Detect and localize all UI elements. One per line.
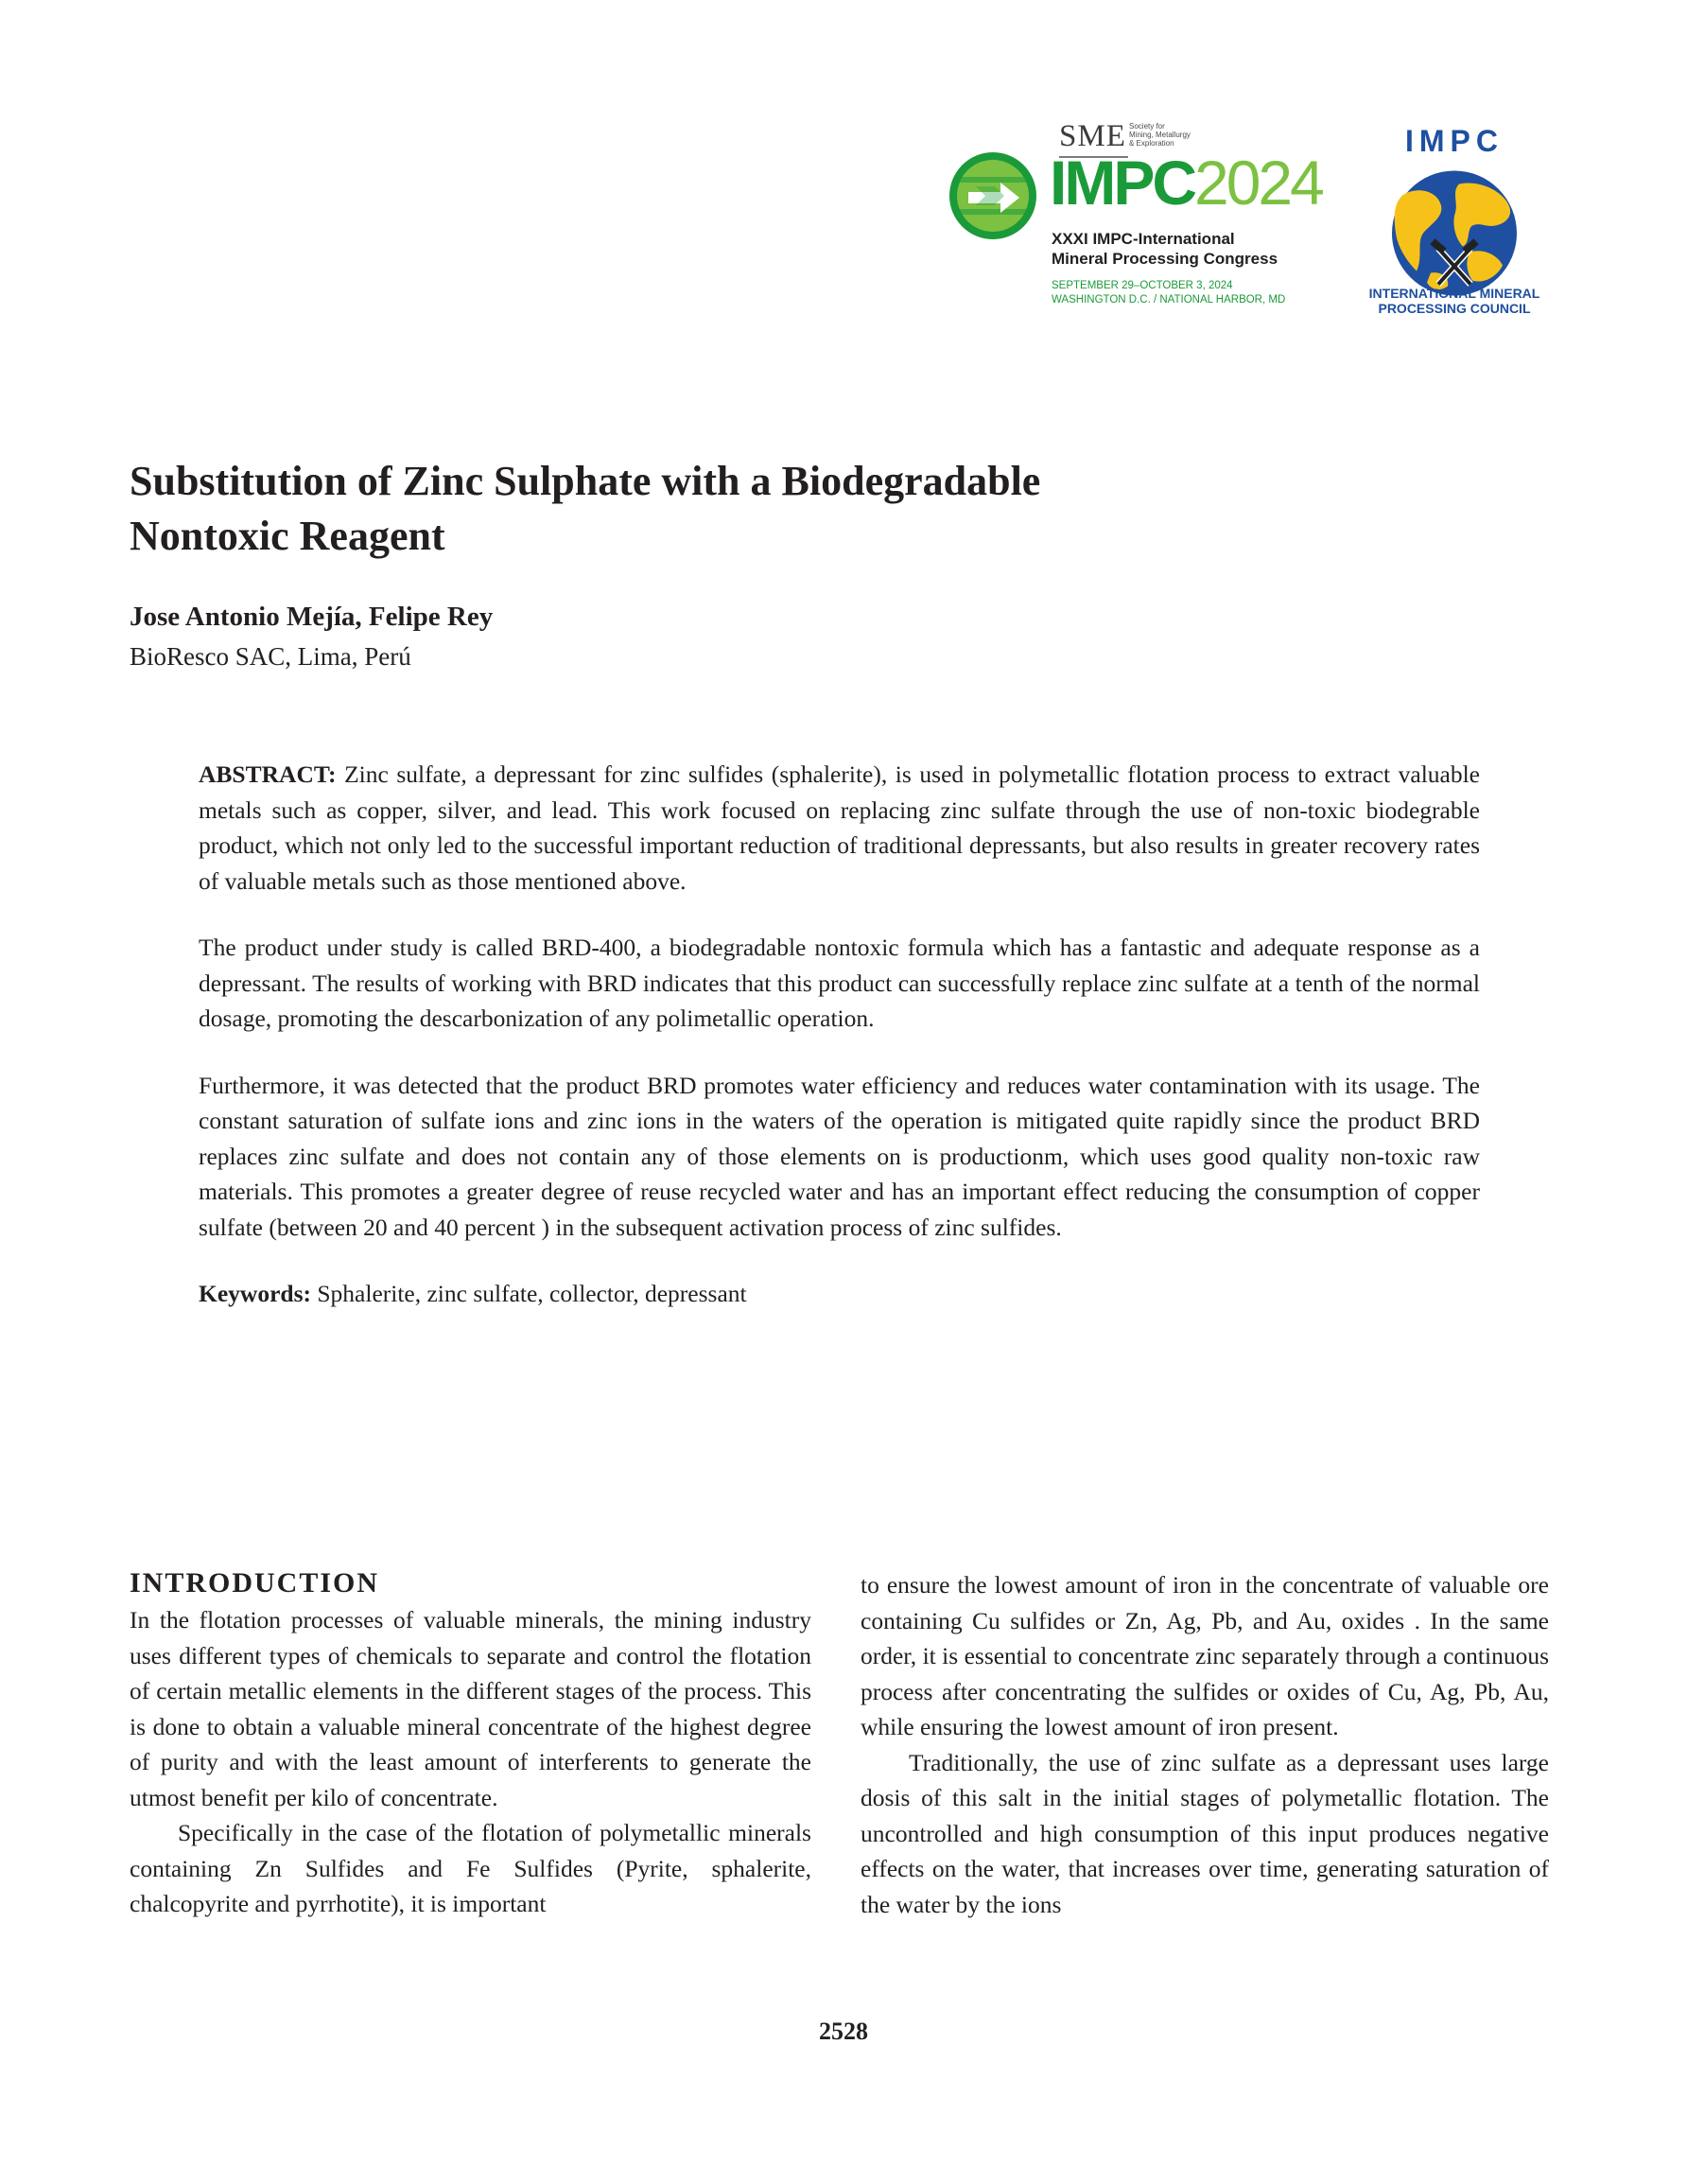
paper-title-line-2: Nontoxic Reagent bbox=[130, 513, 445, 559]
abstract bbox=[199, 757, 1480, 1343]
abstract-paragraph-2: The product under study is called BRD-400, a biodegradable nontoxic formula which has a fantastic and adequate response as a depressant. The results of working with BRD indicates that this product can successfully replace zinc sulfate at a tenth of the normal dosage, promoting the descarbonization of any polimetallic operation. bbox=[199, 934, 1480, 1032]
council-subtitle-line-1: INTERNATIONAL MINERAL bbox=[1368, 286, 1540, 301]
keywords: Keywords: Sphalerite, zinc sulfate, collector, depressant bbox=[199, 1280, 747, 1307]
introduction-heading: INTRODUCTION bbox=[130, 1567, 380, 1599]
impc-council-logo bbox=[1360, 125, 1549, 323]
impc-wordmark: IMPC2024 bbox=[1050, 148, 1322, 218]
abstract-label: ABSTRACT: bbox=[199, 760, 337, 788]
impc-arrows-icon bbox=[948, 150, 1038, 241]
council-title: IMPC bbox=[1405, 124, 1504, 158]
page-number: 2528 bbox=[819, 2018, 868, 2045]
abstract-paragraph-1: ABSTRACT: Zinc sulfate, a depressant for zinc sulfides (sphalerite), is used in polymetallic flotation process to extract valuable metals such as copper, silver, and lead. This work focused on replacing zinc sulfate through the use of non-toxic biodegrable product, which not only led to the successful important reduction of traditional depressants, but also results in greater recovery rates of valuable metals such as those mentioned above. bbox=[199, 760, 1481, 895]
intro-paragraph-3: to ensure the lowest amount of iron in the concentrate of valuable ore containing Cu sulfides or Zn, Ag, Pb, and Au, oxides . In the same order, it is essential to concentrate zinc separately through a continuous process after concentrating the sulfides or oxides of Cu, Ag, Pb, Au, while ensuring the lowest amount of iron present. bbox=[861, 1571, 1549, 1740]
paper-title-line-1: Substitution of Zinc Sulphate with a Biodegradable bbox=[130, 458, 1041, 504]
left-column bbox=[130, 1602, 811, 1922]
sme-subtitle: Society for Mining, Metallurgy & Exploration bbox=[1129, 122, 1191, 148]
congress-name-line-1: XXXI IMPC-International bbox=[1052, 230, 1235, 248]
intro-paragraph-4: Traditionally, the use of zinc sulfate as a depressant uses large dosis of this salt in the initial stages of polymetallic flotation. The uncontrolled and high consumption of this input produces negative effects on the water, that increases over time, generating saturation of the water by the ions bbox=[861, 1748, 1549, 1918]
congress-dates: SEPTEMBER 29–OCTOBER 3, 2024 bbox=[1052, 280, 1233, 291]
sme-mark: SME bbox=[1059, 119, 1126, 153]
impc-2024-logo bbox=[946, 117, 1333, 325]
right-column bbox=[861, 1567, 1549, 1922]
intro-paragraph-1: In the flotation processes of valuable minerals, the mining industry uses different types of chemicals to separate and control the flotation of certain metallic elements in the different stages of the process. This is done to obtain a valuable mineral concentrate of the highest degree of purity and with the least amount of interferents to generate the utmost benefit per kilo of concentrate. bbox=[130, 1606, 811, 1811]
abstract-paragraph-3: Furthermore, it was detected that the product BRD promotes water efficiency and reduces water contamination with its usage. The constant saturation of sulfate ions and zinc ions in the waters of the operation is mitigated quite rapidly since the product BRD replaces zinc sulfate and does not contain any of those elements on is productionm, which uses good quality non-toxic raw materials. This promotes a greater degree of reuse recycled water and has an important effect reducing the consumption of copper sulfate (between 20 and 40 percent ) in the subsequent activation process of zinc sulfides. bbox=[199, 1071, 1480, 1241]
authors: Jose Antonio Mejía, Felipe Rey bbox=[130, 602, 494, 632]
keywords-label: Keywords: bbox=[199, 1280, 311, 1307]
paper-title bbox=[130, 454, 1264, 564]
congress-name-line-2: Mineral Processing Congress bbox=[1052, 250, 1278, 268]
council-subtitle-line-2: PROCESSING COUNCIL bbox=[1378, 301, 1531, 316]
affiliation: BioResco SAC, Lima, Perú bbox=[130, 642, 411, 671]
congress-location: WASHINGTON D.C. / NATIONAL HARBOR, MD bbox=[1052, 294, 1286, 306]
intro-paragraph-2: Specifically in the case of the flotation of polymetallic minerals containing Zn Sulfides and Fe Sulfides (Pyrite, sphalerite, chalcopyrite and pyrrhotite), it is important bbox=[130, 1819, 811, 1917]
